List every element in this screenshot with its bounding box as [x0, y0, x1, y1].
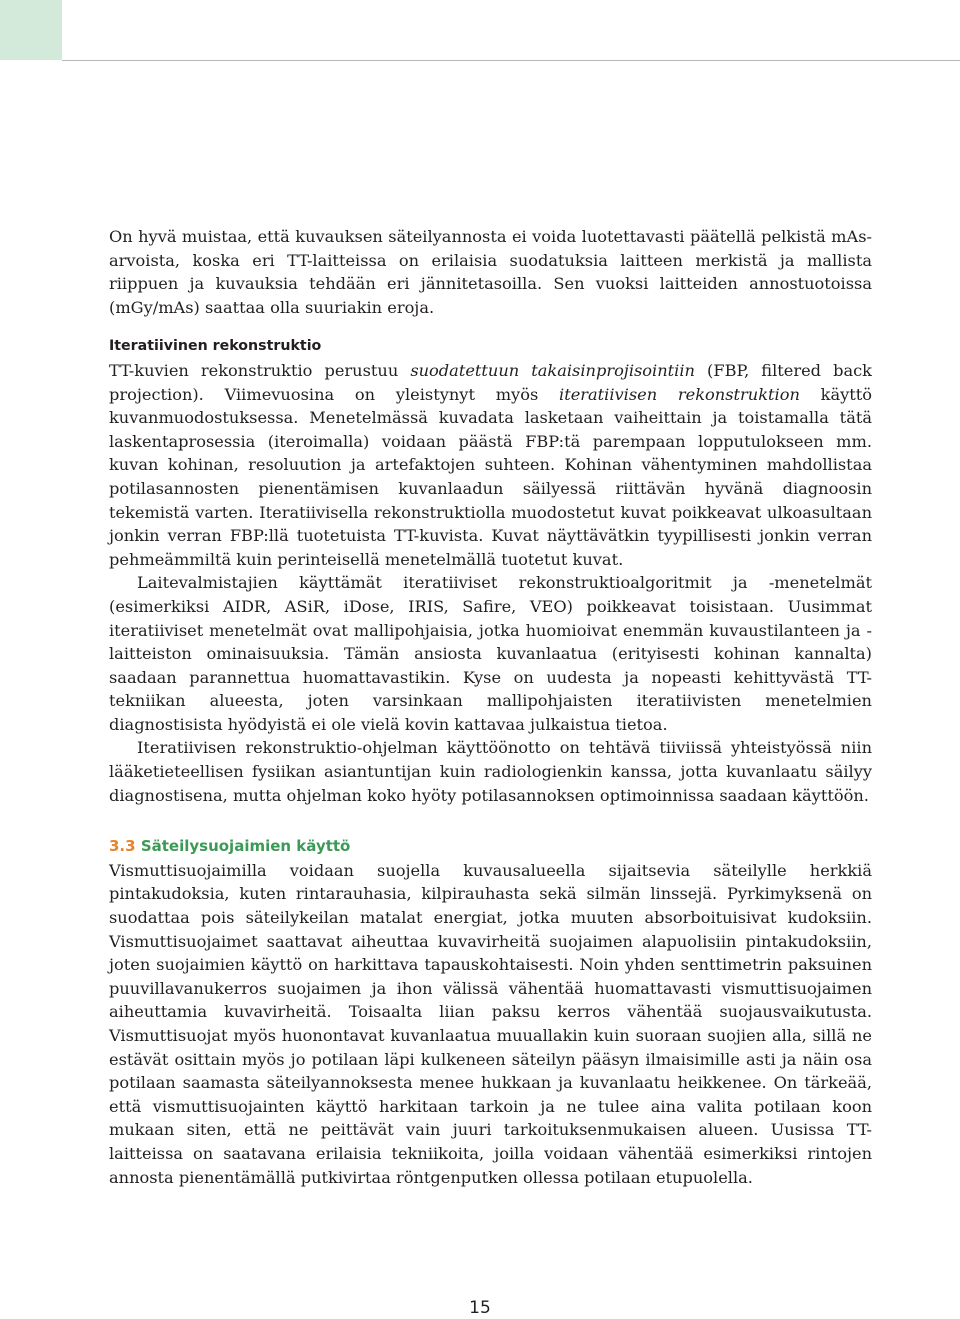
italic-term: suodatettuun takaisinprojisointiin — [410, 360, 695, 380]
text-run: käyttö kuvanmuodostuksessa. Menetelmässä kuvadata lasketaan vaiheittain ja toistamalla tätä laskentaprosessia (iteroimalla) voidaan päästä FBP:tä parempaan lopputulokseen mm. kuvan kohinan, resoluution ja artefaktojen suhteen. Kohinan vähentyminen mahdollistaa potilasannosten pienentämisen kuvanlaadun säilyessä riittävän hyvänä diagnoosin tekemistä varten. Iteratiivisella rekonstruktiolla muodostetut kuvat poikkeavat ulkoasultaan jonkin verran FBP:llä tuotetuista TT-kuvista. Kuvat näyttävätkin tyypillisesti jonkin verran pehmeämmiltä kuin perinteisellä menetelmällä tuotetut kuvat. — [109, 384, 872, 569]
body-paragraph-4: Vismuttisuojaimilla voidaan suojella kuvausalueella sijaitsevia säteilylle herkkiä pintakudoksia, kuten rintarauhasia, kilpirauhasta sekä silmän linssejä. Pyrkimyksenä on suodattaa pois säteilykeilan matalat energiat, jotka muuten absorboituisivat kudoksiin. Vismuttisuojaimet saattavat aiheuttaa kuvavirheitä suojaimen alapuolisiin pintakudoksiin, joten suojaimien käyttö on harkittava tapauskohtaisesti. Noin yhden senttimetrin paksuinen puuvillavanukerros suojaimen ja ihon välissä vähentää huomattavasti vismuttisuojaimen aiheuttamia kuvavirheitä. Toisaalta liian paksu kerros vähentää suojausvaikutusta. Vismuttisuojat myös huonontavat kuvanlaatua muuallakin kuin suoraan suojien alla, sillä ne estävät osittain myös jo potilaan läpi kulkeneen säteilyn pääsyn ilmaisimille asti ja näin osa potilaan saamasta säteilyannoksesta menee hukkaan ja kuvanlaatu heikkenee. On tärkeää, että vismuttisuojainten käyttö harkitaan tarkoin ja ne tulee aina valita potilaan koon mukaan siten, että ne peittävät vain juuri tarkoituksenmukaisen alueen. Uusissa TT-laitteissa on saatavana erilaisia tekniikoita, joilla voidaan vähentää esimerkiksi rintojen annosta pienentämällä putkivirtaa röntgenputken ollessa potilaan etupuolella. — [109, 860, 872, 1187]
page-body — [109, 225, 872, 1189]
intro-paragraph: On hyvä muistaa, että kuvauksen säteilyannosta ei voida luotettavasti päätellä pelkistä mAs-arvoista, koska eri TT-laitteissa on erilaisia suodatuksia laitteen merkistä ja mallista riippuen ja kuvauksia tehdään eri jännitetasoilla. Sen vuoksi laitteiden annostuotoissa (mGy/mAs) saattaa olla suuriakin eroja. — [109, 227, 872, 317]
corner-tab — [0, 0, 62, 60]
italic-term: iteratiivisen rekonstruktion — [559, 384, 800, 404]
section-heading-iterative: Iteratiivinen rekonstruktio — [109, 338, 322, 355]
header-rule — [62, 60, 960, 61]
section-number: 3.3 — [109, 837, 136, 856]
section-title: Säteilysuojaimien käyttö — [140, 837, 351, 856]
body-paragraph-2: Laitevalmistajien käyttämät iteratiiviset rekonstruktioalgoritmit ja -menetelmät (esimerkiksi AIDR, ASiR, iDose, IRIS, Safire, VEO) poikkeavat toisistaan. Uusimmat iteratiiviset menetelmät ovat mallipohjaisia, jotka huomioivat enemmän kuvaustilanteen ja -laitteiston ominaisuuksia. Tämän ansiosta kuvanlaatua (erityisesti kohinan kannalta) saadaan parannettua huomattavastikin. Kyse on uudesta ja nopeasti kehittyvästä TT-tekniikan alueesta, joten varsinkaan mallipohjaisten iteratiivisten menetelmien diagnostisista hyödyistä ei ole vielä kovin kattavaa julkaistua tietoa. — [109, 573, 872, 734]
body-paragraph-1 — [109, 359, 872, 571]
text-run: (FBP, filtered back projection). Viimevuosina on yleistynyt myös — [109, 360, 872, 404]
page-number: 15 — [469, 1298, 491, 1318]
body-paragraph-3: Iteratiivisen rekonstruktio-ohjelman käyttöönotto on tehtävä tiiviissä yhteistyössä niin lääketieteellisen fysiikan asiantuntijan kuin radiologienkin kanssa, jotta kuvanlaatu säilyy diagnostisena, mutta ohjelman koko hyöty potilasannoksen optimoinnissa saadaan käyttöön. — [109, 738, 872, 805]
section-heading-3-3 — [109, 835, 872, 859]
text-run: TT-kuvien rekonstruktio perustuu — [109, 360, 411, 380]
